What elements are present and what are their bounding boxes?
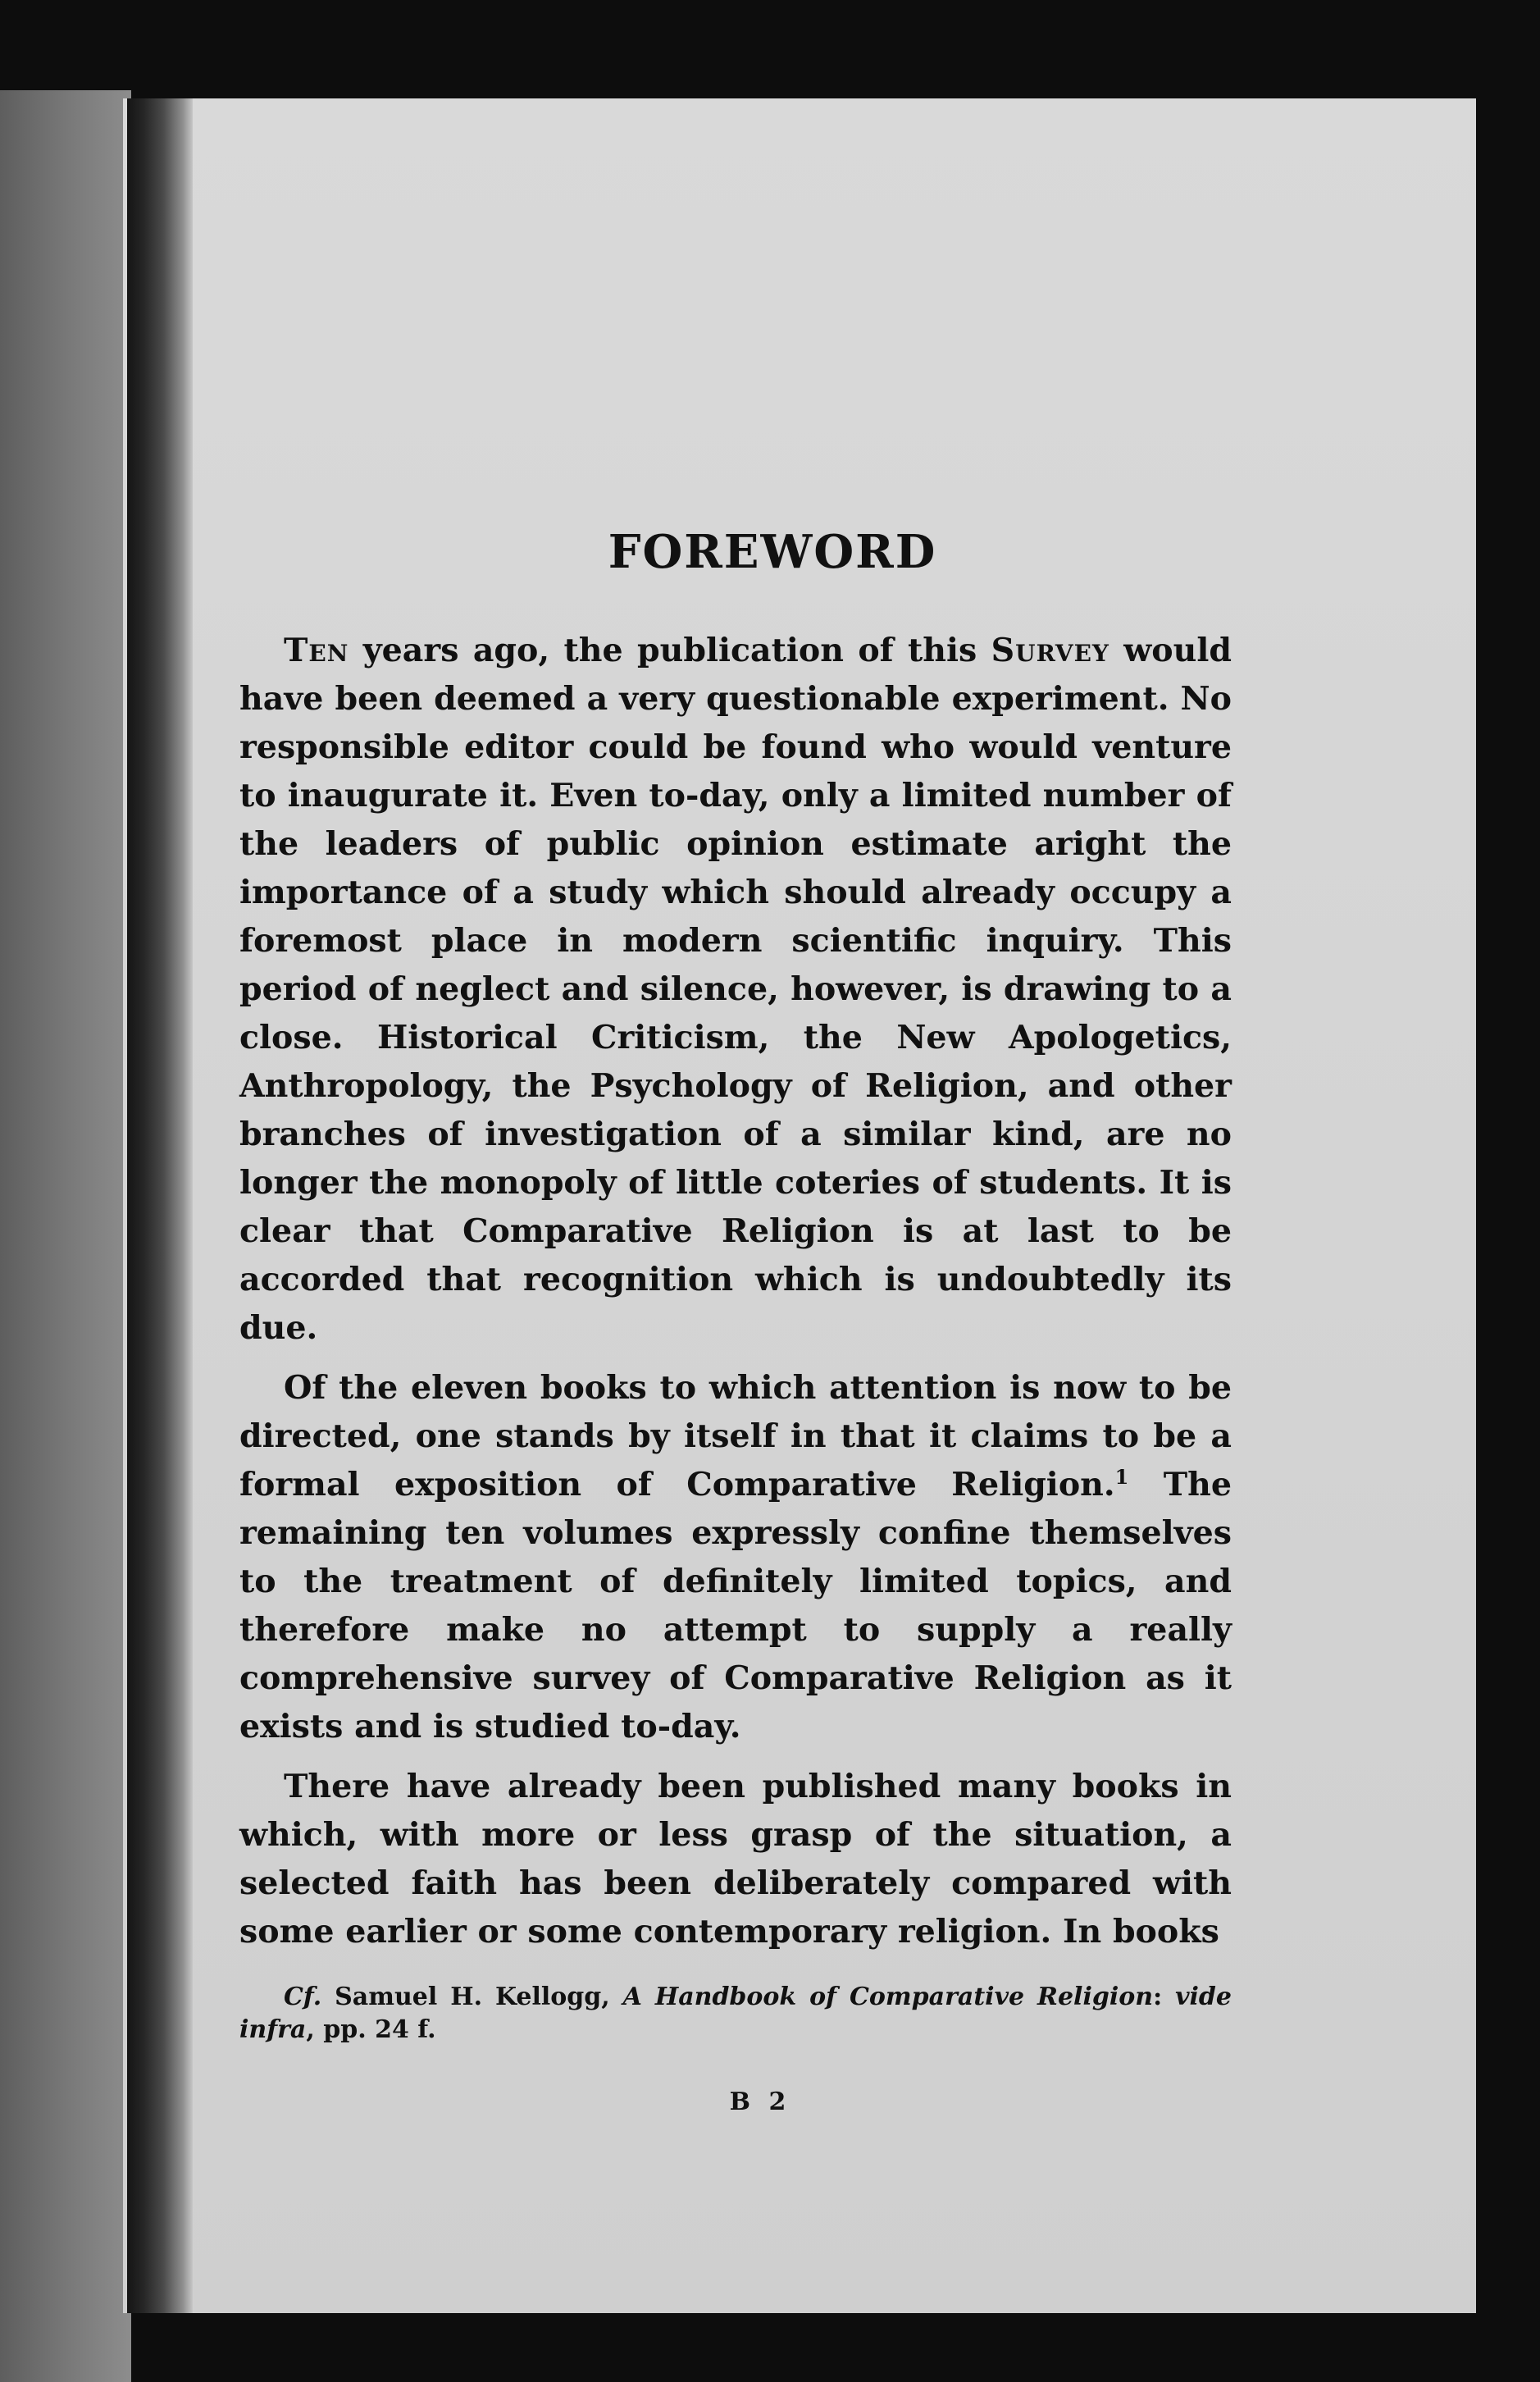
paragraph-2-text: Of the eleven books to which attention is now to be directed, one stands by itself in that it claims to be a formal exposition of Comparative Religion. <box>239 1369 1232 1504</box>
footnote-author: Samuel H. Kellogg, <box>321 1983 623 2011</box>
scan-background-left <box>0 90 131 2382</box>
footnote-pages: , pp. 24 f. <box>306 2015 436 2044</box>
signature-mark: B 2 <box>729 2088 791 2116</box>
paragraph-1-rest: would have been deemed a very questionable experiment. No responsible editor could be found who would venture to inaugurate it. Even to-day, only a limited number of the leaders of public opinion estimate aright the importance of a study which should already occupy a foremost place in modern scientific inquiry. This period of neglect and silence, however, is drawing to a close. Historical Criticism, the New Apologetics, Anthropology, the Psychology of Religion, and other branches of investigation of a similar kind, are no longer the monopoly of little coteries of students. It is clear that Comparative Religion is at last to be accorded that recognition which is undoubtedly its due. <box>239 632 1232 1347</box>
paragraph-1-text: years ago, the publication of this <box>349 632 991 669</box>
footnote-book: A Handbook of Comparative Religion <box>622 1983 1154 2011</box>
paragraph-1 <box>239 627 1232 1353</box>
footnote-mark: 1 <box>1114 1464 1129 1489</box>
paragraph-3 <box>239 1763 1232 1956</box>
footnote-vide: vide infra <box>239 1983 1232 2044</box>
paragraph-3-text: There have already been published many books in which, with more or less grasp of the situation, a selected faith has been deliberately compared with some earlier or some contemporary religion. In books <box>239 1768 1232 1951</box>
page-content <box>239 525 1232 2116</box>
paragraph-2 <box>239 1364 1232 1751</box>
footnote <box>239 1981 1232 2047</box>
paragraph-1-lead: Ten <box>284 632 349 669</box>
page-title: FOREWORD <box>608 525 937 579</box>
book-spine-shadow <box>127 98 193 2313</box>
footnote-cf: Cf. <box>284 1983 322 2011</box>
paragraph-2-rest: The remaining ten volumes expressly confine themselves to the treatment of definitely limited topics, and therefore make no attempt to supply a really comprehensive survey of Comparative Religion as it exists and is studied to-day. <box>239 1466 1232 1745</box>
footnote-sep: : <box>1153 1983 1163 2011</box>
paragraph-1-survey: Survey <box>991 632 1109 669</box>
